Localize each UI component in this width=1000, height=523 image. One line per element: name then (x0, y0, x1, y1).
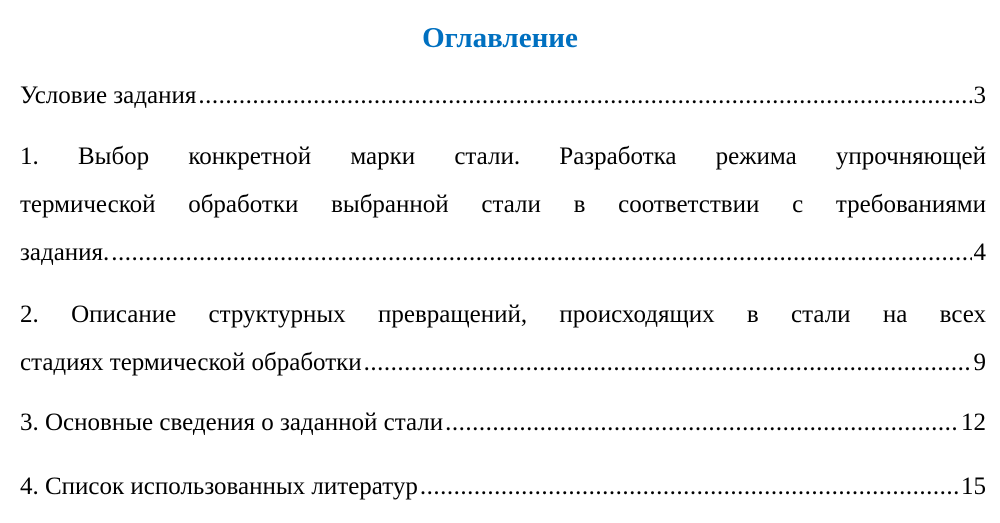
toc-page-number: 3 (973, 82, 986, 109)
toc-title: Оглавление (422, 22, 578, 54)
toc-entry-line: термической обработки выбранной стали в соответствии с требованиями (20, 191, 986, 218)
dot-leader (364, 348, 972, 378)
toc-entry-label: стадиях термической обработки (20, 349, 362, 376)
toc-entry-references[interactable] (20, 472, 986, 502)
toc-page-number: 15 (961, 473, 986, 500)
toc-entry-label: 4. Список использованных литератур (20, 473, 418, 500)
toc-page-number: 4 (973, 239, 986, 266)
toc-entry-structural-transformations[interactable] (20, 291, 986, 378)
toc-entry-line: 2. Описание структурных превращений, происходящих в стали на всех (20, 301, 986, 328)
toc-entry-steel-info[interactable] (20, 408, 986, 438)
toc-entry-label: задания. (20, 239, 110, 266)
toc-entry-label: 3. Основные сведения о заданной стали (20, 409, 444, 436)
toc-page-number: 12 (961, 409, 986, 436)
toc-entry-steel-selection[interactable] (20, 133, 986, 268)
toc-page-number: 9 (973, 349, 986, 376)
toc-entry-line: 1. Выбор конкретной марки стали. Разработка режима упрочняющей (20, 143, 986, 170)
toc-entry-label: Условие задания (20, 82, 197, 109)
dot-leader (445, 408, 959, 438)
dot-leader (198, 81, 971, 111)
toc-entry-conditions[interactable] (20, 81, 986, 111)
dot-leader (420, 472, 959, 502)
dot-leader (111, 238, 971, 268)
